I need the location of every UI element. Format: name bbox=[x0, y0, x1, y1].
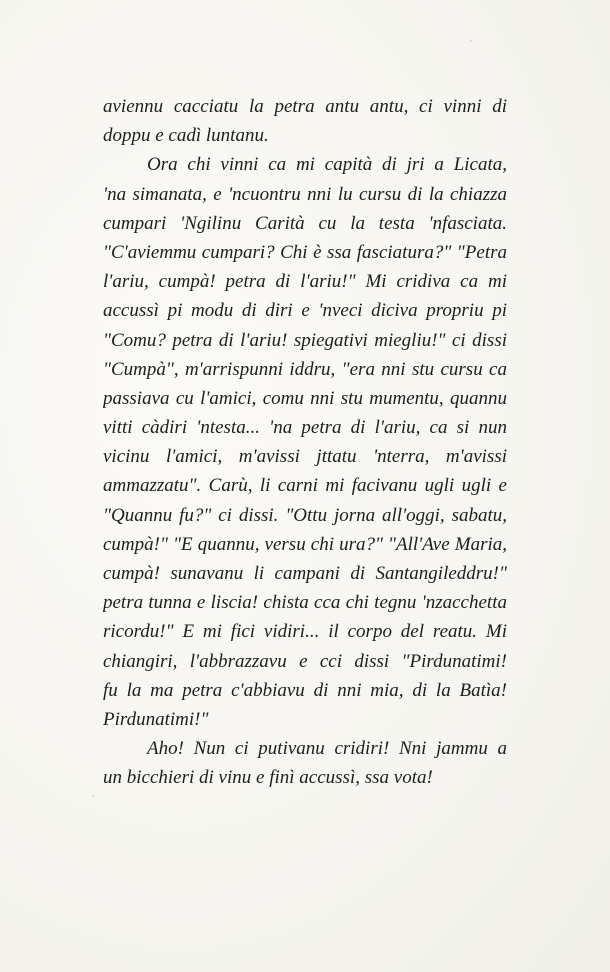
text-line: passiava cu l'amici, comu nni stu mumentu, quannu bbox=[103, 387, 507, 409]
page-text bbox=[103, 92, 507, 793]
paper-speck bbox=[470, 40, 472, 42]
text-line: Pirdunatimi!" bbox=[103, 708, 209, 730]
text-line: 'na simanata, e 'ncuontru nni lu cursu di la chiazza bbox=[103, 183, 507, 205]
text-line: ammazzatu". Carù, li carni mi facivanu ugli ugli e bbox=[103, 475, 507, 497]
text-line: un bicchieri di vinu e finì accussì, ssa vota! bbox=[103, 767, 433, 789]
text-line: Aho! Nun ci putivanu cridiri! Nni jammu a bbox=[147, 738, 507, 760]
text-line: vicinu l'amici, m'avissi jttatu 'nterra, m'avissi bbox=[103, 446, 507, 468]
text-line: fu la ma petra c'abbiavu di nni mia, di la Batìa! bbox=[103, 679, 507, 701]
text-line: accussì pi modu di diri e 'nveci diciva propriu pi bbox=[103, 300, 507, 322]
text-line: aviennu cacciatu la petra antu antu, ci vinni di bbox=[103, 96, 507, 117]
text-line: vitti càdiri 'ntesta... 'na petra di l'ariu, ca si nun bbox=[103, 417, 507, 439]
text-line: "C'aviemmu cumpari? Chi è ssa fasciatura?" "Petra bbox=[103, 241, 507, 263]
text-line: Ora chi vinni ca mi capità di jri a Licata, bbox=[147, 154, 507, 176]
text-line: petra tunna e liscia! chista cca chi tegnu 'nzacchetta bbox=[103, 592, 507, 614]
text-line: doppu e cadì luntanu. bbox=[103, 125, 269, 147]
text-line: chiangiri, l'abbrazzavu e cci dissi "Pirdunatimi! bbox=[103, 650, 507, 672]
text-line: cumpà! sunavanu li campani di Santangileddru!" bbox=[103, 563, 507, 584]
paper-speck bbox=[92, 795, 94, 797]
text-line: "Quannu fu?" ci dissi. "Ottu jorna all'oggi, sabatu, bbox=[103, 504, 507, 526]
text-line: cumpà!" "E quannu, versu chi ura?" "All'Ave Maria, bbox=[103, 533, 507, 555]
text-line: l'ariu, cumpà! petra di l'ariu!" Mi cridiva ca mi bbox=[103, 271, 507, 293]
text-line: cumpari 'Ngilinu Carità cu la testa 'nfasciata. bbox=[103, 212, 507, 234]
text-line: "Cumpà", m'arrispunni iddru, "era nni stu cursu ca bbox=[103, 358, 507, 380]
text-line: "Comu? petra di l'ariu! spiegativi miegliu!" ci dissi bbox=[103, 329, 507, 351]
text-line: ricordu!" E mi fici vidiri... il corpo del reatu. Mi bbox=[103, 621, 507, 643]
